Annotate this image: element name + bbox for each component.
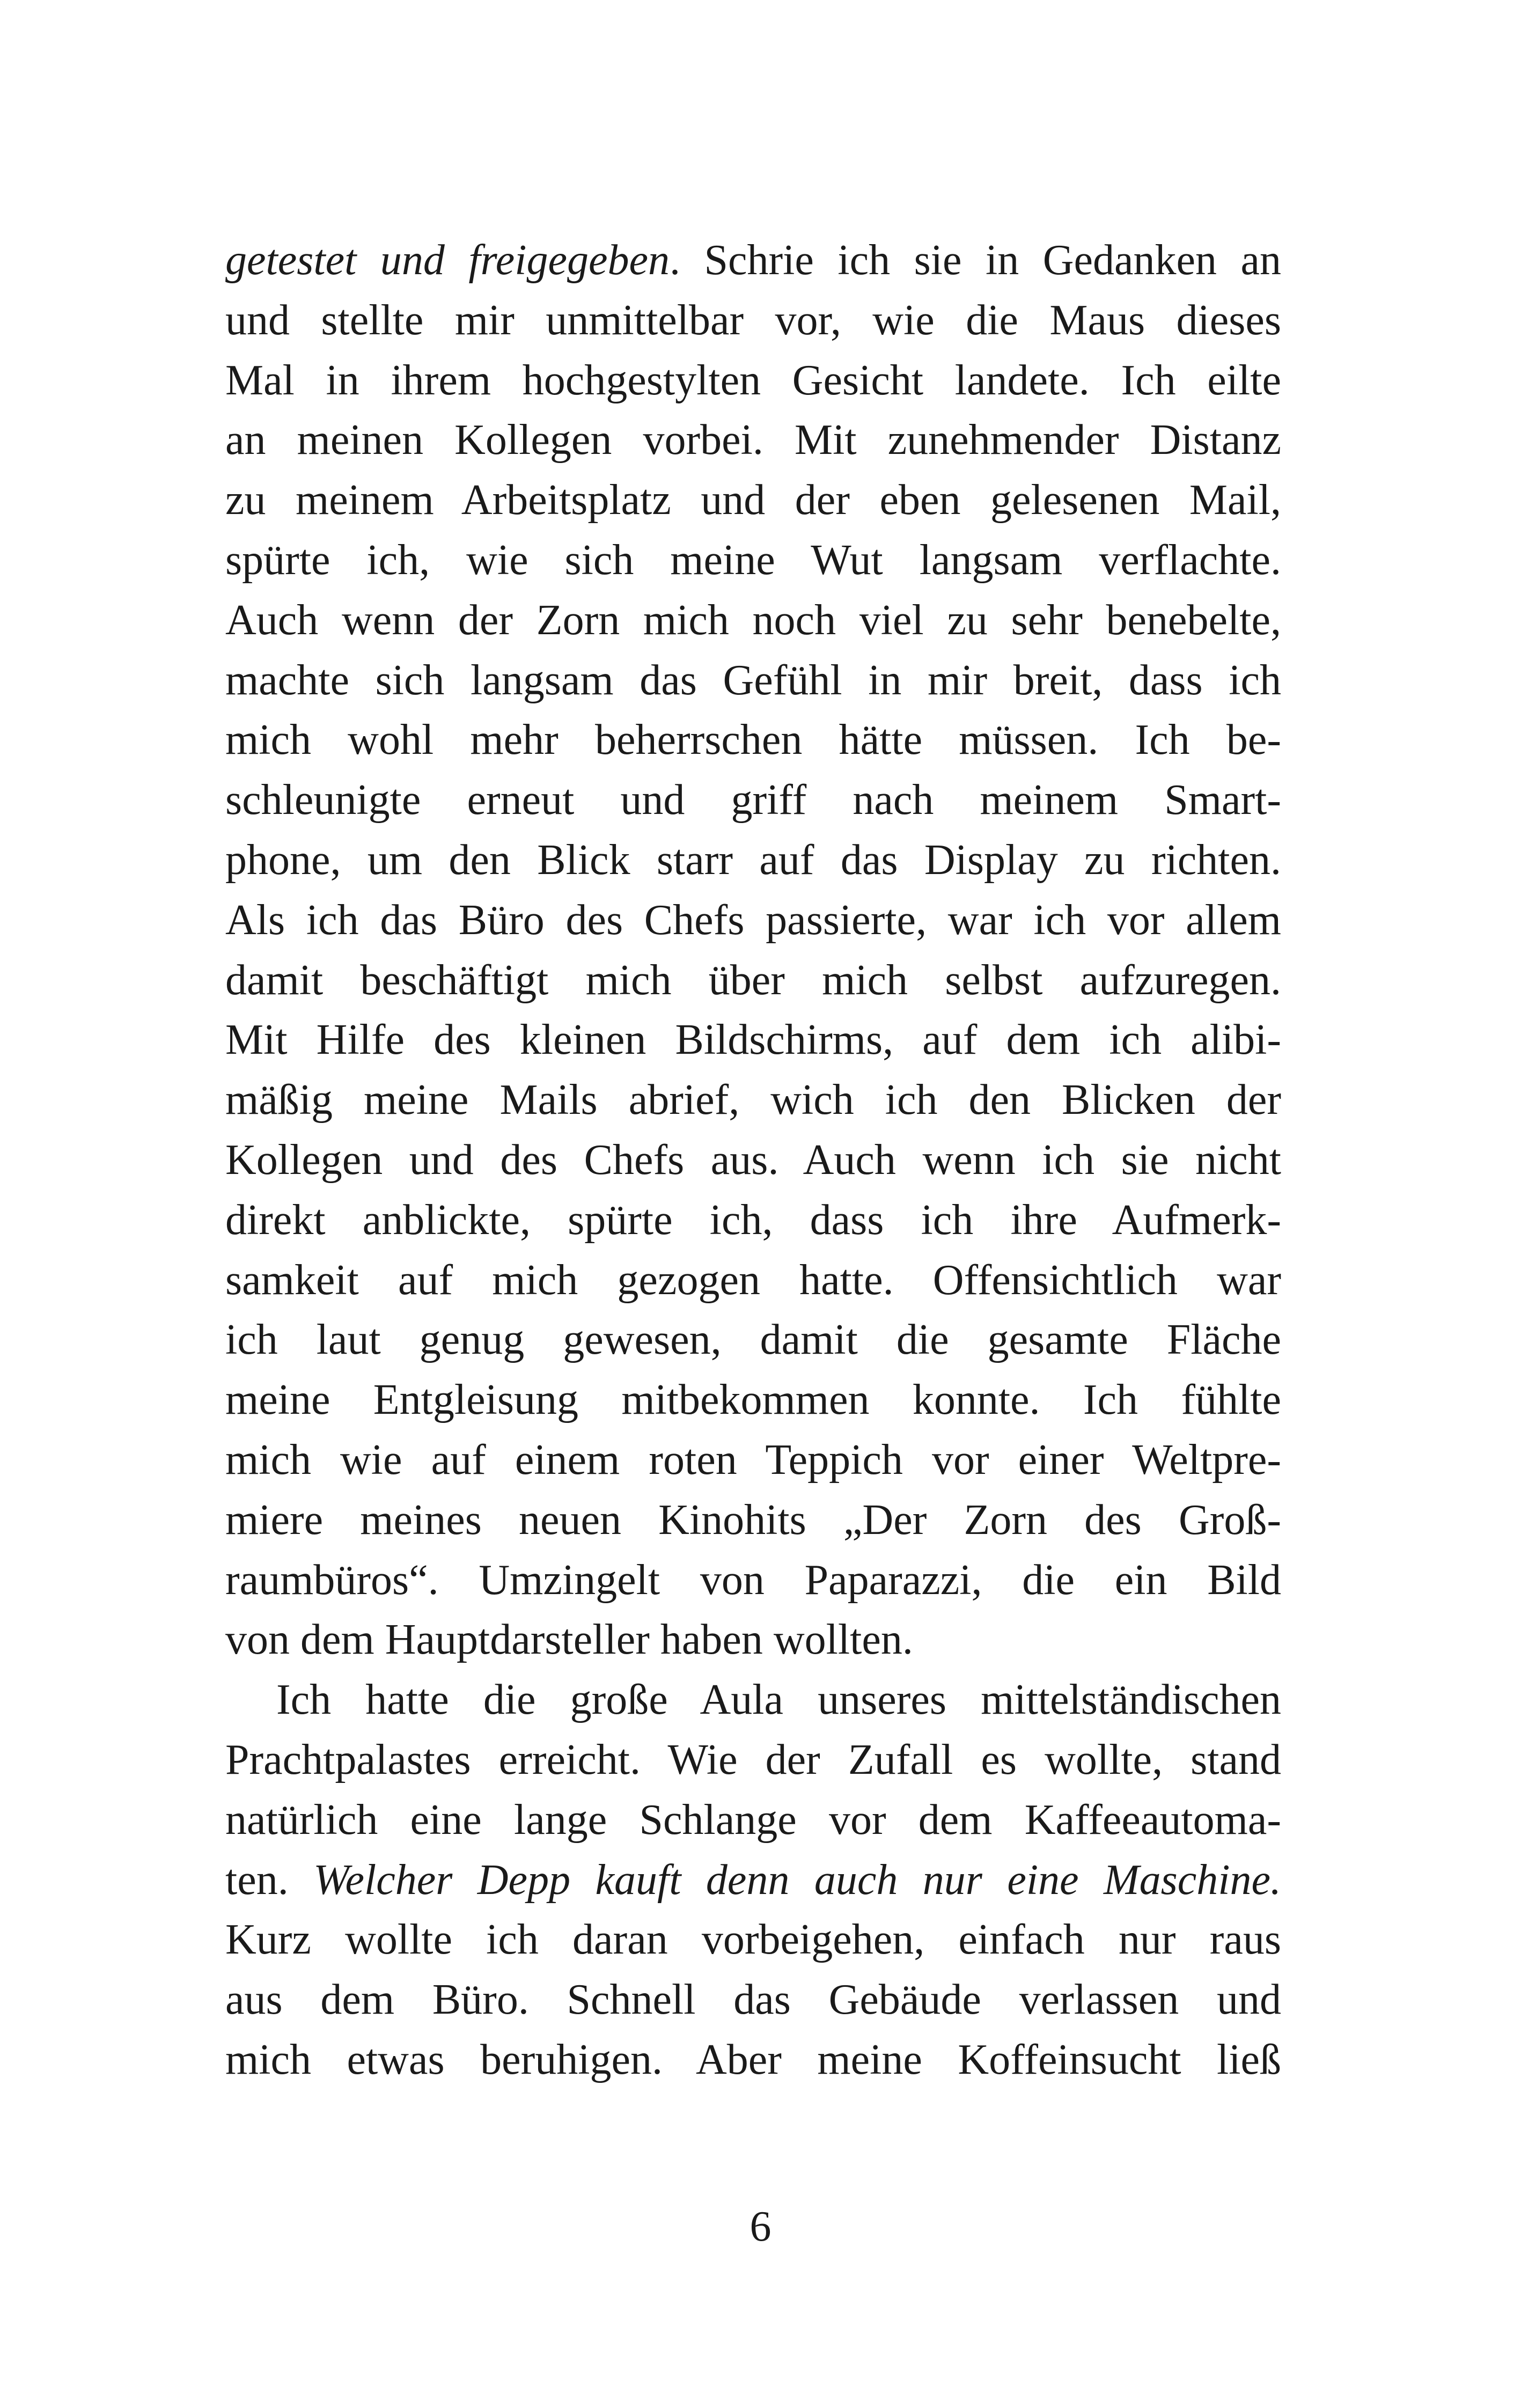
text-line [225, 591, 1281, 651]
text-line [225, 891, 1281, 951]
text-segment: Kurz wollte ich daran vorbeigehen, einfach nur raus [225, 1916, 1281, 1964]
text-line [225, 1370, 1281, 1430]
text-line [225, 1910, 1281, 1970]
text-line [225, 1070, 1281, 1130]
text-segment: mich wohl mehr beherrschen hätte müssen. Ich be- [225, 716, 1281, 764]
italic-text: Welcher Depp kauft denn auch nur eine Maschine. [313, 1856, 1282, 1904]
text-line [225, 410, 1281, 471]
text-segment: Auch wenn der Zorn mich noch viel zu sehr benebelte, [225, 596, 1281, 644]
text-segment: ich laut genug gewesen, damit die gesamte Fläche [225, 1316, 1281, 1364]
paragraph [225, 231, 1281, 1670]
text-line [225, 1310, 1281, 1370]
text-line [225, 1610, 1281, 1670]
text-segment: machte sich langsam das Gefühl in mir breit, dass ich [225, 656, 1281, 704]
text-segment: mäßig meine Mails abrief, wich ich den Blicken der [225, 1076, 1281, 1124]
text-line [225, 1670, 1281, 1730]
text-segment: spürte ich, wie sich meine Wut langsam verflachte. [225, 536, 1281, 584]
text-segment: miere meines neuen Kinohits „Der Zorn des Groß- [225, 1496, 1281, 1544]
text-line [225, 770, 1281, 831]
text-line [225, 471, 1281, 531]
text-segment: Mal in ihrem hochgestylten Gesicht landete. Ich eilte [225, 356, 1281, 404]
text-segment: mich wie auf einem roten Teppich vor einer Weltpre- [225, 1436, 1281, 1484]
page-number: 6 [750, 2203, 771, 2250]
text-segment: Prachtpalastes erreicht. Wie der Zufall es wollte, stand [225, 1736, 1281, 1783]
text-line [225, 1790, 1281, 1851]
text-segment: meine Entgleisung mitbekommen konnte. Ich fühlte [225, 1376, 1281, 1424]
text-line [225, 291, 1281, 351]
text-segment: Mit Hilfe des kleinen Bildschirms, auf dem ich alibi- [225, 1016, 1281, 1064]
text-segment: ten. [225, 1856, 314, 1904]
text-segment: natürlich eine lange Schlange vor dem Kaffeeautoma- [225, 1796, 1281, 1844]
text-line [225, 1191, 1281, 1251]
text-line [225, 1491, 1281, 1551]
text-segment: Kollegen und des Chefs aus. Auch wenn ich sie nicht [225, 1136, 1281, 1184]
paragraph [225, 1670, 1281, 2090]
text-segment: schleunigte erneut und griff nach meinem Smart- [225, 776, 1281, 824]
text-segment: an meinen Kollegen vorbei. Mit zunehmender Distanz [225, 416, 1281, 464]
body-text [225, 231, 1281, 2090]
text-line [225, 1851, 1281, 1911]
text-line [225, 951, 1281, 1011]
text-segment: damit beschäftigt mich über mich selbst aufzuregen. [225, 956, 1281, 1004]
text-line [225, 1251, 1281, 1311]
text-segment: raumbüros“. Umzingelt von Paparazzi, die ein Bild [225, 1556, 1281, 1604]
text-line [225, 1430, 1281, 1491]
text-line [225, 351, 1281, 411]
text-segment: von dem Hauptdarsteller haben wollten. [225, 1616, 913, 1664]
text-line [225, 531, 1281, 591]
text-segment: samkeit auf mich gezogen hatte. Offensichtlich war [225, 1256, 1281, 1304]
text-segment: mich etwas beruhigen. Aber meine Koffeinsucht ließ [225, 2036, 1281, 2083]
text-segment: aus dem Büro. Schnell das Gebäude verlassen und [225, 1976, 1281, 2024]
text-line [225, 1130, 1281, 1191]
text-line [225, 1010, 1281, 1070]
text-line [225, 2030, 1281, 2090]
text-line [225, 1551, 1281, 1611]
text-line [225, 1730, 1281, 1790]
text-line [225, 1970, 1281, 2030]
text-segment: . Schrie ich sie in Gedanken an [669, 237, 1281, 284]
text-segment: Als ich das Büro des Chefs passierte, war ich vor allem [225, 896, 1281, 944]
text-segment: phone, um den Blick starr auf das Display zu richten. [225, 836, 1281, 884]
text-segment: direkt anblickte, spürte ich, dass ich ihre Aufmerk- [225, 1196, 1281, 1244]
text-line [225, 710, 1281, 770]
text-line [225, 231, 1281, 291]
text-line [225, 651, 1281, 711]
text-segment: und stellte mir unmittelbar vor, wie die Maus dieses [225, 296, 1281, 344]
italic-text: getestet und freigegeben [225, 237, 670, 284]
text-line [225, 831, 1281, 891]
text-segment: Ich hatte die große Aula unseres mittelständischen [276, 1676, 1281, 1724]
text-segment: zu meinem Arbeitsplatz und der eben gelesenen Mail, [225, 476, 1281, 524]
